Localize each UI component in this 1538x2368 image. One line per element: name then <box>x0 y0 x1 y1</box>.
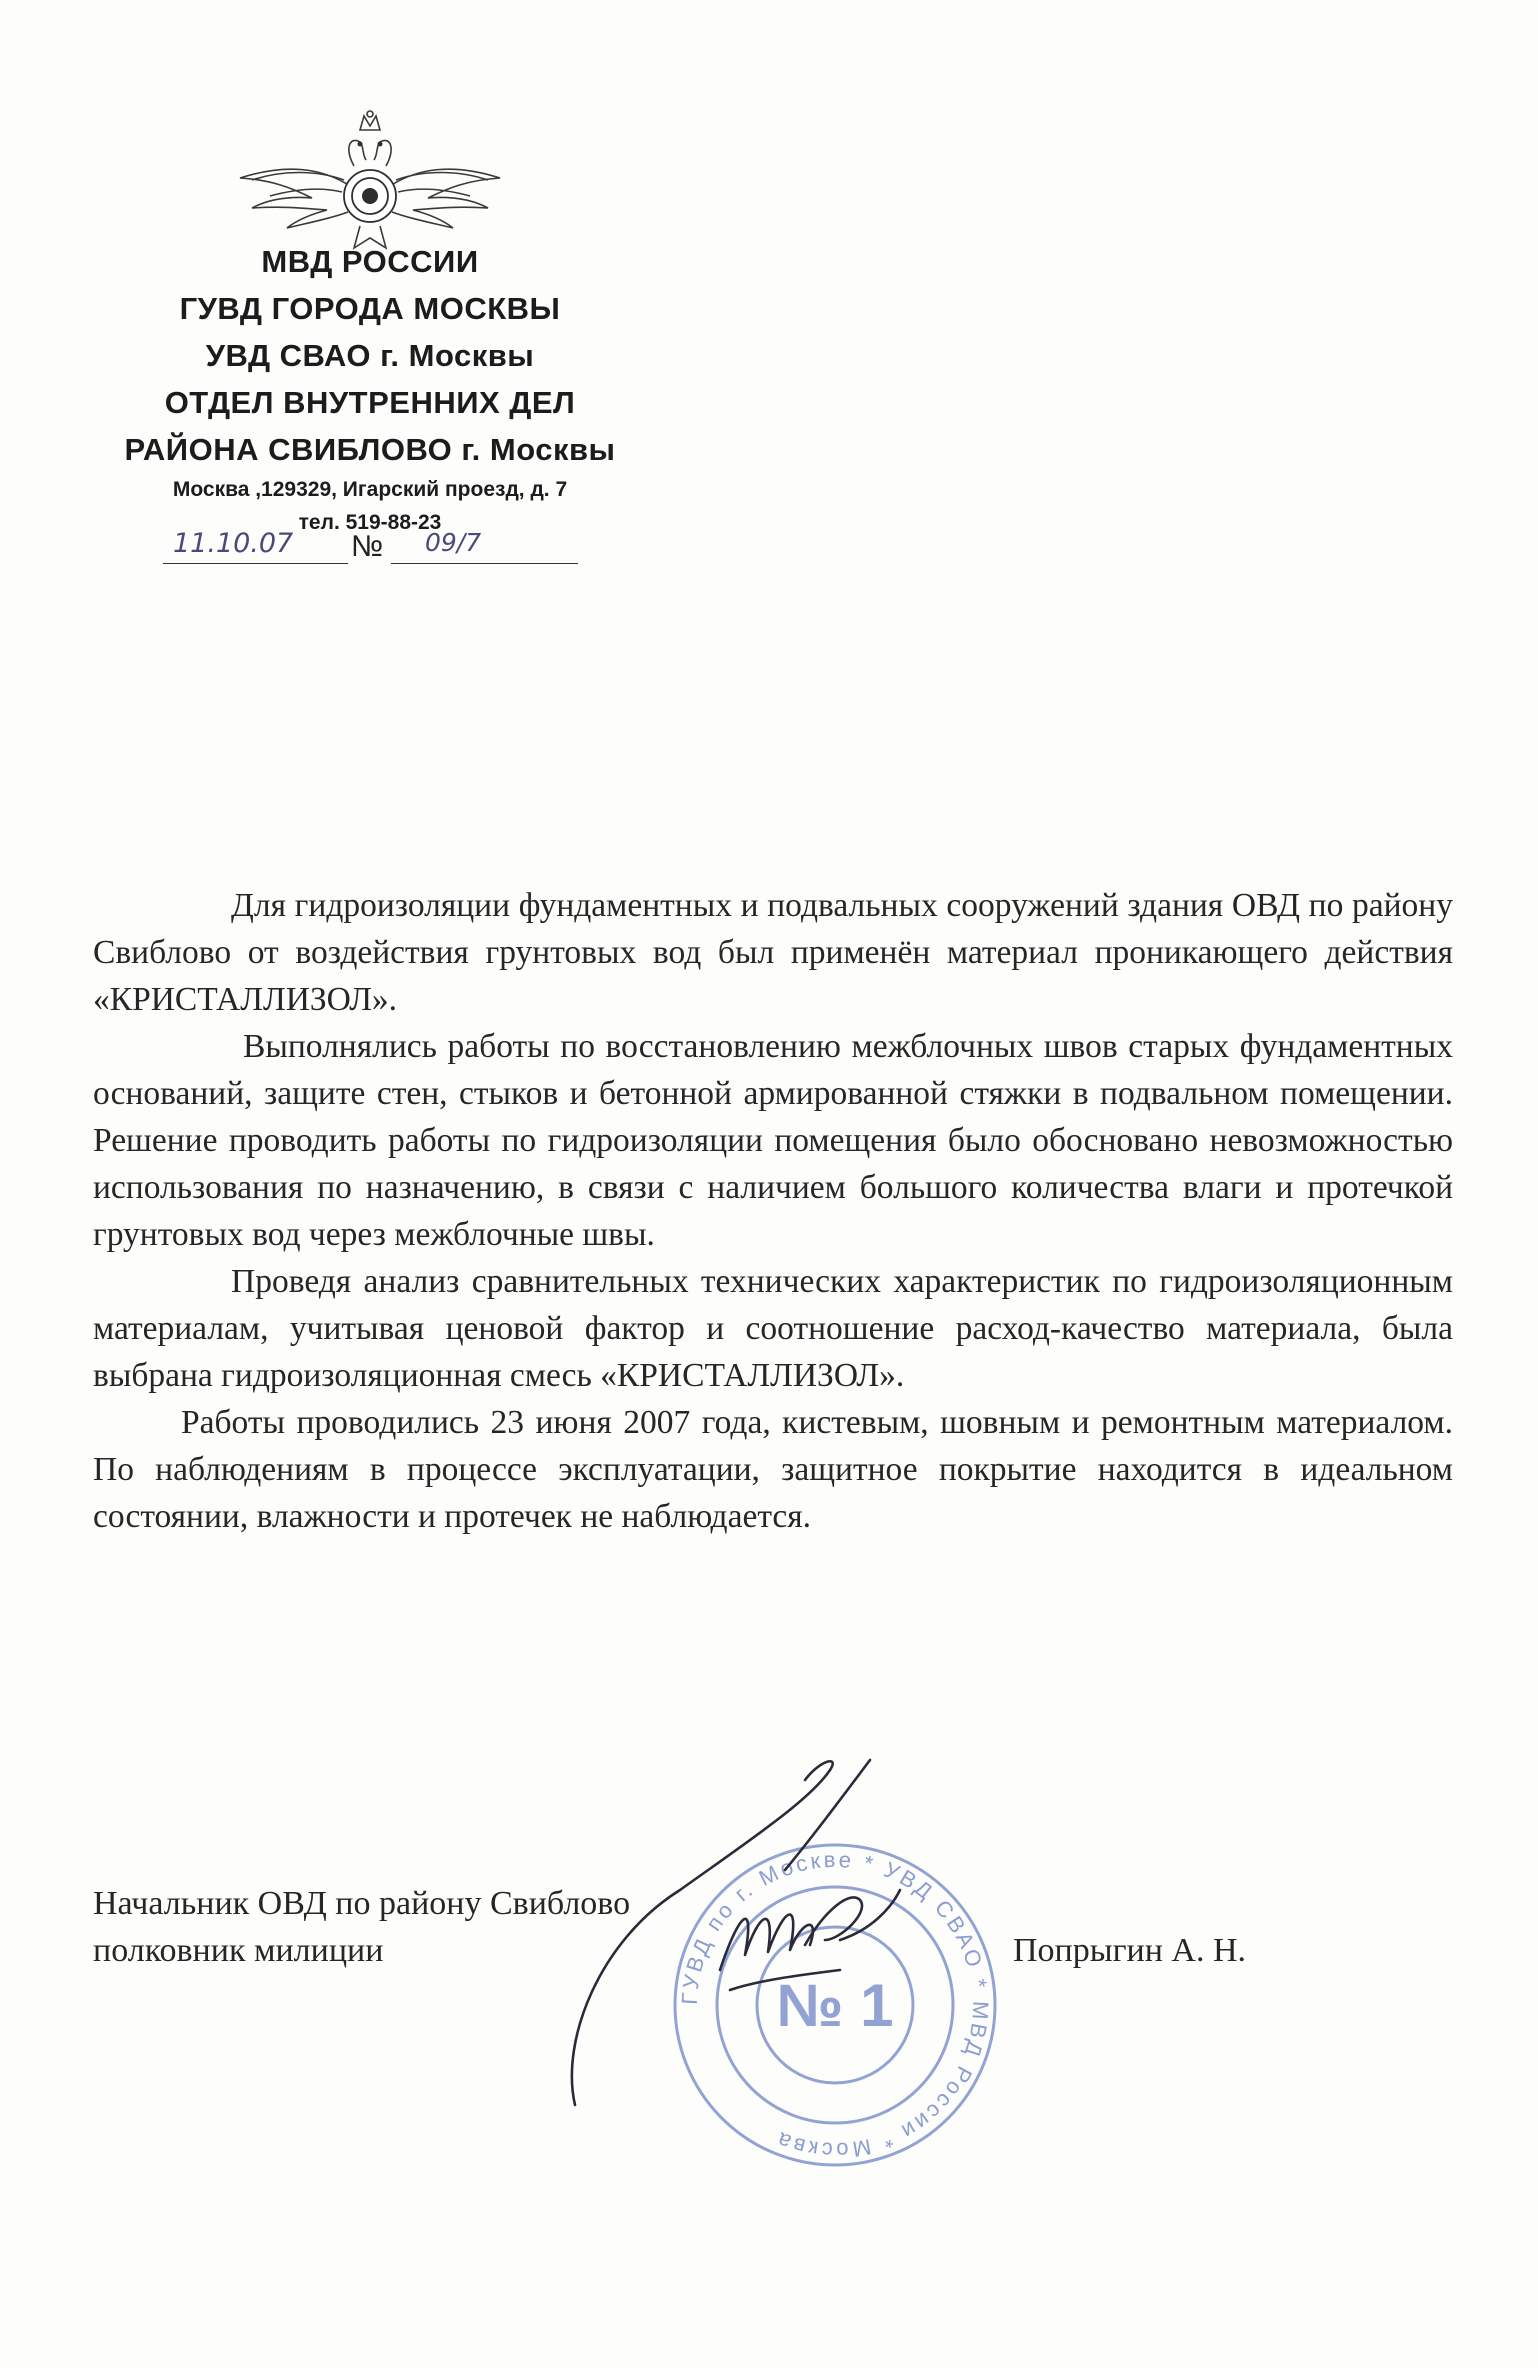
handwritten-signature-icon <box>540 1740 960 2120</box>
paragraph-3: Проведя анализ сравнительных технических характеристик по гидроизоляционным материалам, учитывая ценовой фактор и соотношение расход-качество материала, была выбрана гидроизоляционная смесь «КРИСТАЛЛИЗОЛ». <box>93 1263 1453 1394</box>
letterhead-phone: тел. 519-88-23 <box>298 511 442 534</box>
date-handwritten: 11.10.07 <box>173 528 294 559</box>
letterhead-address: Москва ,129329, Игарский проезд, д. 7 <box>172 478 568 501</box>
letterhead-uvd: УВД СВАО г. Москвы <box>205 338 535 373</box>
signatory-title: Начальник ОВД по району Свиблово <box>93 1885 631 1922</box>
number-label: № <box>351 530 384 563</box>
paragraph-1: Для гидроизоляции фундаментных и подвальных сооружений здания ОВД по району Свиблово от воздействия грунтовых вод был применён материал проникающего действия «КРИСТАЛЛИЗОЛ». <box>93 887 1453 1018</box>
signatory-name: Попрыгин А. Н. <box>1013 1932 1247 1969</box>
letterhead-district: РАЙОНА СВИБЛОВО г. Москвы <box>124 432 616 467</box>
number-handwritten: 09/7 <box>425 528 482 557</box>
stamp-center-number: № 1 <box>776 1972 894 2039</box>
letter-body <box>93 882 1453 1540</box>
letterhead-ministry: МВД РОССИИ <box>261 244 479 279</box>
double-headed-eagle-emblem-icon <box>232 108 508 258</box>
letterhead-department: ОТДЕЛ ВНУТРЕННИХ ДЕЛ <box>164 385 576 420</box>
date-number-line <box>163 530 578 566</box>
paragraph-4: Работы проводились 23 июня 2007 года, кистевым, шовным и ремонтным материалом. По наблюдениям в процессе эксплуатации, защитное покрытие находится в идеальном состоянии, влажности и протечек не наблюдается. <box>93 1404 1453 1535</box>
paragraph-2: Выполнялись работы по восстановлению межблочных швов старых фундаментных оснований, защите стен, стыков и бетонной армированной стяжки в подвальном помещении. Решение проводить работы по гидроизоляции помещения было обосновано невозможностью использования по назначению, в связи с наличием большого количества влаги и протечкой грунтовых вод через межблочные швы. <box>93 1028 1453 1253</box>
letterhead-guvd: ГУВД ГОРОДА МОСКВЫ <box>179 291 561 326</box>
number-underline <box>391 563 578 564</box>
signatory-rank: полковник милиции <box>93 1932 384 1969</box>
stamp-ring-text: ГУВД по г. Москве * УВД СВАО * МВД России * Москва <box>676 1846 994 2164</box>
letterhead <box>100 238 640 539</box>
date-underline <box>163 563 348 564</box>
